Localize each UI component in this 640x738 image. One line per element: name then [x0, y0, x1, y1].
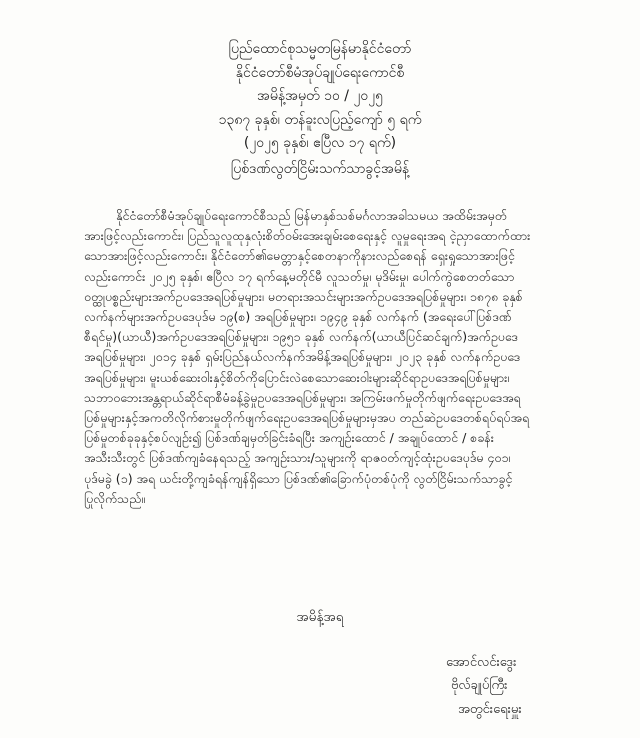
body-line: သဘာဝဘေးအန္တရာယ်ဆိုင်ရာစီမံခန့်ခွဲမှုဥပဒေအရပြစ်မှုများ၊ အကြမ်းဖက်မှုတိုက်ဖျက်ရေးဥပဒေအရ [84, 389, 521, 405]
signatory-title: အတွင်းရေးမှူး [458, 702, 522, 717]
body-line: လက်နက်များအက်ဥပဒေပုဒ်မ ၁၉(စ) အရပြစ်မှုများ၊ ၁၉၄၉ ခုနှစ် လက်နက် (အရေးပေါ်ပြစ်ဒဏ် [84, 309, 512, 325]
body-line: ပုဒ်မခွဲ (၁) အရ ယင်းတို့ကျခံရန်ကျန်ရှိသော ပြစ်ဒဏ်၏ခြောက်ပုံတစ်ပုံကို လွတ်ငြိမ်းသက်သာခွင့် [84, 470, 513, 486]
body-line: ပြစ်မှုတစ်ခုခုနှင့်စပ်လျဉ်း၍ ပြစ်ဒဏ်ချမှတ်ခြင်းခံရပြီး အကျဉ်းထောင် / အချုပ်ထောင် / စခန်း [84, 430, 494, 446]
document-title: ပြစ်ဒဏ်လွတ်ငြိမ်းသက်သာခွင့်အမိန့် [230, 160, 410, 177]
gregorian-date: (၂၀၂၅ ခုနှစ်၊ ဧပြီလ ၁၇ ရက်) [243, 135, 397, 151]
myanmar-date: ၁၃၈၇ ခုနှစ်၊ တန်ခူးလပြည့်ကျော် ၅ ရက် [218, 111, 422, 128]
body-line: နိုင်ငံတော်စီမံအုပ်ချုပ်ရေးကောင်စီသည် မြန်မာနှစ်သစ်မင်္ဂလာအခါသမယ အထိမ်းအမှတ် [116, 208, 507, 223]
council-name: နိုင်ငံတော်စီမံအုပ်ချုပ်ရေးကောင်စီ [235, 64, 405, 81]
country-name: ပြည်ထောင်စုသမ္မတမြန်မာနိုင်ငံတော် [228, 41, 412, 57]
body-line: လည်းကောင်း ၂၀၂၅ ခုနှစ်၊ ဧပြီလ ၁၇ ရက်နေ့မတိုင်မီ လူသတ်မှု၊ မုဒိမ်းမှု၊ ပေါက်ကွဲစေတတ်သော [84, 268, 515, 284]
body-line: အသီးသီးတွင် ပြစ်ဒဏ်ကျခံနေရသည့် အကျဉ်းသား/သူများကို ရာဇဝတ်ကျင့်ထုံးဥပဒေပုဒ်မ ၄၀၁၊ [84, 450, 511, 466]
body-line: အားဖြင့်လည်းကောင်း၊ ပြည်သူလူထုနှလုံးစိတ်ဝမ်းအေးချမ်းစေရေးနှင့် လူမှုရေးအရ ငဲ့ညှာထောက်ထား [84, 228, 531, 244]
body-line: သောအားဖြင့်လည်းကောင်း၊ နိုင်ငံတော်၏မေတ္တာနှင့်စေတနာကိုနားလည်စေရန် ရှေးရှုသောအားဖြင့် [84, 248, 515, 264]
document-body [84, 206, 556, 509]
body-line: ပြုလိုက်သည်။ [84, 490, 146, 506]
signatory-name: အောင်လင်းဒွေး [446, 655, 517, 670]
by-order-line: အမိန့်အရ [296, 609, 344, 625]
body-line: ဝတ္ထုပစ္စည်းများအက်ဥပဒေအရပြစ်မှုများ၊ မတရားအသင်းများအက်ဥပဒေအရပြစ်မှုများ၊ ၁၈၇၈ ခုနှစ် [84, 288, 523, 304]
body-line: စီရင်မှု)(ယာယီ)အက်ဥပဒေအရပြစ်မှုများ၊ ၁၉၅၁ ခုနှစ် လက်နက်(ယာယီပြင်ဆင်ချက်)အက်ဥပဒေ [84, 329, 518, 345]
order-number: အမိန့်အမှတ် ၁၀ / ၂၀၂၅ [257, 88, 383, 104]
body-line: ပြစ်မှုများနှင့်အကတိလိုက်စားမှုတိုက်ဖျက်ရေးဥပဒေအရပြစ်မှုများမှအပ တည်ဆဲဥပဒေတစ်ရပ်ရပ်အရ [84, 410, 530, 426]
document-header [0, 38, 640, 181]
body-line: အရပြစ်မှုများ၊ မူးယစ်ဆေးဝါးနှင့်စိတ်ကိုပြောင်းလဲစေသောဆေးဝါးများဆိုင်ရာဥပဒေအရပြစ်မှုများ၊ [84, 369, 510, 385]
signatory-rank: ဗိုလ်ချုပ်ကြီး [451, 678, 508, 693]
body-line: အရပြစ်မှုများ၊ ၂၀၁၄ ခုနှစ် ရှမ်းပြည်နယ်လက်နက်အမိန့်အရပြစ်မှုများ၊ ၂၀၂၃ ခုနှစ် လက်နက်ဥပဒေ [84, 349, 521, 365]
